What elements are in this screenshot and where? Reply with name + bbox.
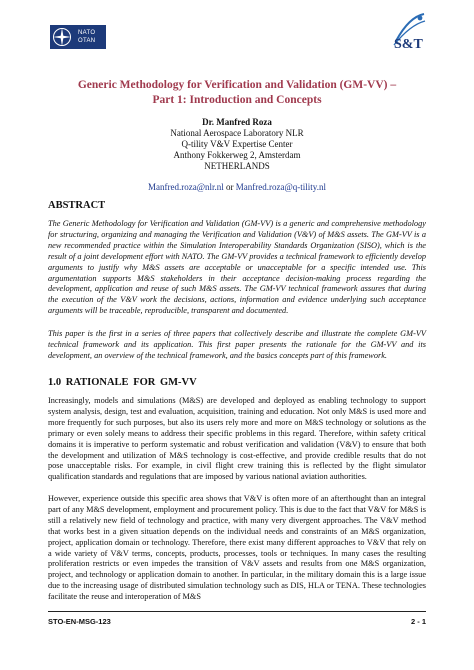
author-name: Dr. Manfred Roza: [202, 117, 272, 127]
author-country: NETHERLANDS: [204, 161, 270, 171]
abstract-paragraph-2: This paper is the first in a series of three papers that collectively describe and illustrate the complete GM-VV technical framework and its application. This first paper presents the rationale for the GM-VV and its development, an overview of the technical framework, and the basics concepts part of this framework.: [48, 329, 426, 360]
sto-logo-icon: [392, 11, 426, 51]
author-block: [40, 117, 434, 193]
footer-divider: [48, 611, 426, 612]
footer-page-number: 2 - 1: [410, 617, 426, 626]
title-line1: Generic Methodology for Verification and Validation (GM-VV) –: [77, 79, 397, 91]
email-separator: or: [226, 182, 234, 192]
footer-document-id: STO-EN-MSG-123: [48, 617, 111, 626]
email-link-1[interactable]: Manfred.roza@nlr.nl: [148, 182, 224, 192]
author-affiliation-1: National Aerospace Laboratory NLR: [170, 128, 304, 138]
author-address: Anthony Fokkerweg 2, Amsterdam: [173, 150, 301, 160]
author-affiliation-2: Q-tility V&V Expertise Center: [181, 139, 293, 149]
nato-star-icon: [52, 27, 72, 47]
sto-logo-text: S&T: [394, 37, 423, 51]
body-paragraph-2: However, experience outside this specific area shows that V&V is often more of an afterthought than an integral part of any M&S development, employment and procurement policy. This is due to the fact that V&V for M&S is still a relatively new field of technology and practice, with many very divergent approaches. The V&V method that works best in a given situation depends on the individual needs and constraints of an M&S organization, project, application domain or technology. Therefore, there exist many different approaches to V&V that rely on a wide variety of V&V terms, concepts, products, processes, tools or techniques. In many cases the resulting proliferation restricts or even impedes the transition of V&V assets and results from one M&S organization, project, and technology or application domain to another. In particular, in the military domain this is a large issue due to the increasing usage of distributed simulation technology such as DIS, HLA or TENA. These technologies facilitate the reuse and interoperation of M&S: [48, 494, 426, 602]
logo-line2: OTAN: [78, 38, 96, 44]
logo-line1: NATO: [78, 30, 96, 36]
abstract-paragraph-1: The Generic Methodology for Verification and Validation (GM-VV) is a generic and comprehensive methodology for structuring, organizing and managing the Verification and Validation (V&V) of M&S assets. The GM-VV is a new recommended practice within the Simulation Interoperability Standards Organization (SISO), which is the result of a joint development effort with NATO. The GM-VV provides a technical framework to efficiently develop arguments to justify why M&S assets are acceptable or unacceptable for a specific intended use. This argumentation supports M&S stakeholders in their acceptance decision-making process regarding the development, application and reuse of such M&S assets. The GM-VV technical framework assures that during the execution of the V&V work the decisions, actions, information and evidence underlying such acceptance arguments will be traceable, reproducible, transparent and documented.: [48, 219, 426, 316]
body-paragraph-1: Increasingly, models and simulations (M&S) are developed and deployed as enabling technology to support system analysis, design, test and evaluation, acquisition, training and education. Not only M&S is used more and more frequently for such purposes, but also its users rely more and more on M&S technology or solutions as the primary or even solely means to address their specific problems in this regard. Therefore, within safety critical domains it is imperative to perform systematic and robust verification and validation (V&V) to ensure that both the development and utilization of M&S technology is cost-effective, and provide credible results that do not pose unacceptable risks. For example, in civil flight crew training this is reflected by the flight simulator qualification standards and regulations that are imposed by various national aviation authorities.: [48, 396, 426, 482]
email-link-2[interactable]: Manfred.roza@q-tility.nl: [235, 182, 326, 192]
abstract-heading: ABSTRACT: [48, 200, 106, 211]
paper-title: [40, 78, 434, 108]
author-emails: [40, 182, 434, 193]
title-line2: Part 1: Introduction and Concepts: [152, 94, 322, 106]
section-heading: 1.0 RATIONALE FOR GM-VV: [48, 377, 197, 388]
nato-otan-logo: [50, 25, 106, 49]
